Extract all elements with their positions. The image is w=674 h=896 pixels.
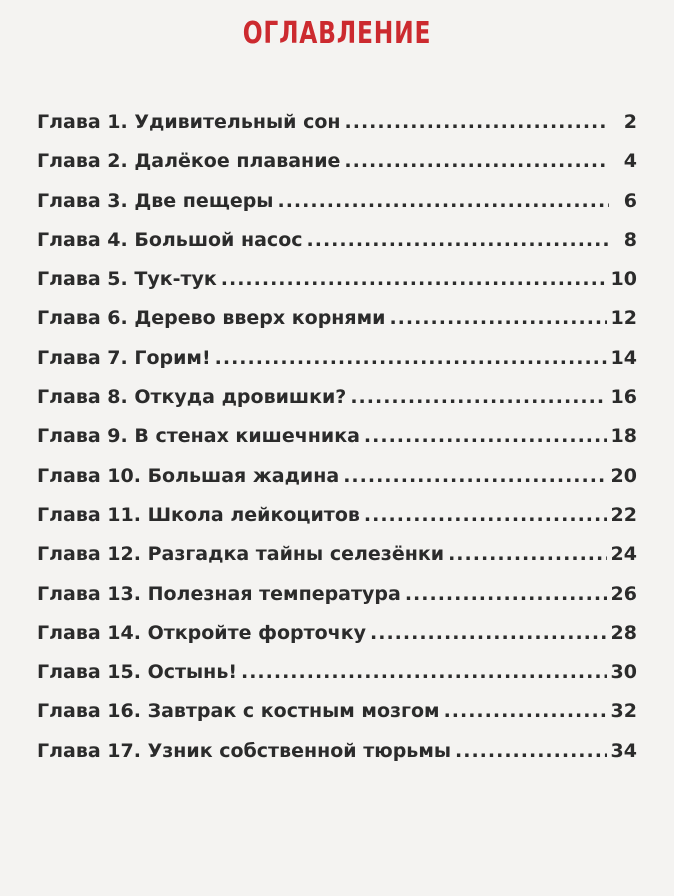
dot-leader [364, 496, 607, 535]
dot-leader [389, 299, 606, 338]
chapter-title: Глава 16. Завтрак с костным мозгом [37, 700, 440, 723]
dot-leader [344, 142, 609, 181]
dot-leader [221, 260, 607, 299]
page-number: 26 [610, 582, 637, 605]
chapter-title: Глава 9. В стенах кишечника [37, 425, 360, 448]
toc-entry[interactable] [37, 142, 637, 181]
page-number: 18 [610, 425, 637, 448]
chapter-title: Глава 2. Далёкое плавание [37, 150, 341, 173]
page-number: 10 [610, 268, 637, 291]
page-number: 2 [623, 111, 637, 133]
page-number: 6 [623, 189, 637, 212]
chapter-title: Глава 14. Откройте форточку [37, 621, 367, 644]
toc-entry[interactable] [37, 614, 637, 653]
page-title: ОГЛАВЛЕНИЕ [242, 16, 432, 51]
toc-entry[interactable] [37, 339, 637, 378]
toc-entry[interactable] [37, 299, 637, 338]
dot-leader [444, 692, 607, 731]
dot-leader [215, 339, 607, 378]
toc-entry[interactable] [37, 535, 637, 574]
toc-entry[interactable] [37, 692, 637, 731]
chapter-title: Глава 7. Горим! [37, 346, 211, 369]
page-number: 20 [610, 464, 637, 487]
dot-leader [448, 535, 606, 574]
page-number: 28 [610, 621, 637, 644]
chapter-title: Глава 8. Откуда дровишки? [37, 386, 347, 409]
toc-entry[interactable] [37, 732, 637, 771]
chapter-title: Глава 17. Узник собственной тюрьмы [37, 739, 452, 762]
dot-leader [278, 182, 610, 221]
chapter-title: Глава 6. Дерево вверх корнями [37, 307, 386, 330]
page-number: 22 [610, 503, 637, 526]
chapter-title: Глава 3. Две пещеры [37, 189, 274, 212]
dot-leader [307, 221, 609, 260]
chapter-title: Глава 11. Школа лейкоцитов [37, 503, 360, 526]
chapter-title: Глава 1. Удивительный сон [37, 111, 341, 133]
toc-entry[interactable] [37, 457, 637, 496]
table-of-contents [37, 103, 637, 771]
toc-entry[interactable] [37, 575, 637, 614]
page-number: 34 [610, 739, 637, 762]
page-number: 32 [610, 700, 637, 723]
toc-entry[interactable] [37, 378, 637, 417]
dot-leader [405, 575, 607, 614]
dot-leader [370, 614, 607, 653]
chapter-title: Глава 10. Большая жадина [37, 464, 340, 487]
dot-leader [350, 378, 606, 417]
dot-leader [364, 417, 607, 456]
page-number: 12 [610, 307, 637, 330]
page-number: 24 [610, 543, 637, 566]
toc-entry[interactable] [37, 653, 637, 692]
toc-entry[interactable] [37, 417, 637, 456]
dot-leader [455, 732, 607, 771]
chapter-title: Глава 4. Большой насос [37, 228, 303, 251]
toc-entry[interactable] [37, 496, 637, 535]
page-number: 14 [610, 346, 637, 369]
chapter-title: Глава 12. Разгадка тайны селезёнки [37, 543, 445, 566]
page-number: 4 [623, 150, 637, 173]
dot-leader [241, 653, 607, 692]
toc-entry[interactable] [37, 221, 637, 260]
page-number: 30 [610, 661, 637, 684]
toc-entry[interactable] [37, 103, 637, 142]
dot-leader [345, 103, 609, 142]
page-number: 16 [610, 386, 637, 409]
chapter-title: Глава 5. Тук-тук [37, 268, 217, 291]
chapter-title: Глава 15. Остынь! [37, 661, 237, 684]
chapter-title: Глава 13. Полезная температура [37, 582, 401, 605]
toc-entry[interactable] [37, 260, 637, 299]
toc-entry[interactable] [37, 182, 637, 221]
page-number: 8 [623, 228, 637, 251]
dot-leader [343, 457, 606, 496]
